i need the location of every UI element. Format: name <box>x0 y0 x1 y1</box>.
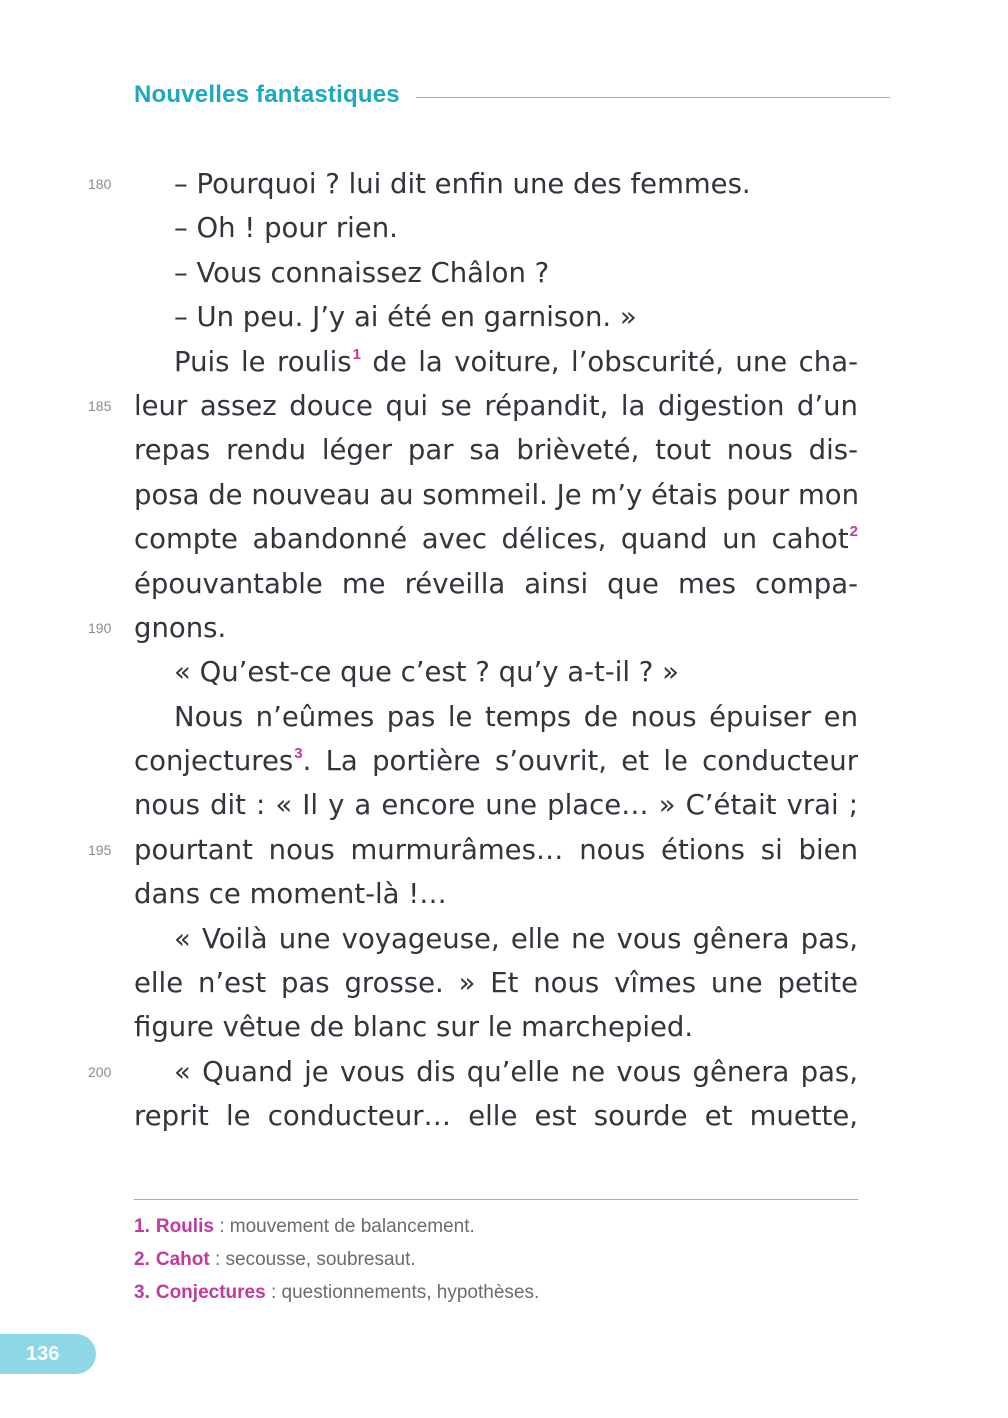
footnote-definition: : secousse, soubresaut. <box>209 1249 416 1270</box>
line-text <box>174 346 858 378</box>
text-line <box>134 251 858 295</box>
footnotes <box>134 1210 858 1309</box>
line-number: 195 <box>88 841 112 858</box>
line-text: elle n’est pas grosse. » Et nous vîmes une petite <box>134 967 858 1000</box>
text-line <box>134 1005 858 1049</box>
text-line <box>88 606 858 650</box>
line-number: 185 <box>88 397 112 414</box>
text-line <box>88 828 858 872</box>
footnote-number: 2. <box>134 1249 150 1270</box>
text-line <box>134 961 858 1005</box>
text-line <box>88 162 858 206</box>
text-line <box>134 473 858 517</box>
footnote-definition: : questionnements, hypothèses. <box>265 1282 540 1303</box>
text-line <box>134 739 858 783</box>
line-text: « Quand je vous dis qu’elle ne vous gênera pas, <box>174 1055 858 1088</box>
line-number: 200 <box>88 1063 112 1080</box>
footnote <box>134 1276 858 1309</box>
line-text: – Oh ! pour rien. <box>174 212 398 245</box>
line-text: « Voilà une voyageuse, elle ne vous gênera pas, <box>174 922 858 955</box>
line-text: leur assez douce qui se répandit, la digestion d’un <box>134 389 858 422</box>
line-text: épouvantable me réveilla ainsi que mes compa- <box>134 567 858 600</box>
text-line <box>134 783 858 827</box>
footnote-definition: : mouvement de balancement. <box>213 1216 475 1237</box>
footnote-term: Roulis <box>155 1216 214 1237</box>
line-text-part: compte abandonné avec délices, quand un cahot <box>134 523 849 556</box>
text-line <box>134 650 858 694</box>
footnote <box>134 1243 858 1276</box>
text-line <box>88 384 858 428</box>
line-text: repas rendu léger par sa brièveté, tout nous dis- <box>134 434 858 467</box>
line-text: pourtant nous murmurâmes… nous étions si bien <box>134 833 858 866</box>
line-text: « Qu’est-ce que c’est ? qu’y a-t-il ? » <box>174 656 679 689</box>
text-line <box>134 295 858 339</box>
text-line <box>134 562 858 606</box>
line-text: posa de nouveau au sommeil. Je m’y étais pour mon <box>134 478 860 511</box>
text-line <box>88 1050 858 1094</box>
footnote-number: 3. <box>134 1282 150 1303</box>
line-text: – Un peu. J’y ai été en garnison. » <box>174 301 637 334</box>
running-header-title: Nouvelles fantastiques <box>134 81 400 108</box>
body-text <box>88 162 860 1139</box>
page-number: 136 <box>26 1343 60 1365</box>
text-line <box>134 517 858 561</box>
line-text-part: conjectures <box>134 745 294 778</box>
line-text-part: Puis le roulis <box>174 345 352 378</box>
line-text: reprit le conducteur… elle est sourde et muette, <box>134 1100 858 1133</box>
line-text-part: de la voiture, l’obscurité, une cha- <box>360 345 858 378</box>
line-text: figure vêtue de blanc sur le marchepied. <box>134 1011 694 1044</box>
line-text-part: . La portière s’ouvrit, et le conducteur <box>302 745 858 778</box>
line-text: nous dit : « Il y a encore une place… » C’était vrai ; <box>134 789 858 822</box>
footnote-ref: 1 <box>352 345 361 363</box>
footnote-term: Cahot <box>155 1249 210 1270</box>
footnote-ref: 3 <box>294 745 303 763</box>
footnote <box>134 1210 858 1243</box>
page-number-tab <box>0 1334 96 1374</box>
text-line <box>134 428 858 472</box>
text-line <box>134 917 858 961</box>
running-header <box>134 78 890 112</box>
footnote-ref: 2 <box>849 523 858 541</box>
line-text <box>134 523 858 555</box>
text-line <box>134 340 858 384</box>
header-rule <box>416 97 890 98</box>
footnote-term: Conjectures <box>155 1282 266 1303</box>
text-line <box>134 1094 858 1138</box>
line-text: – Vous connaissez Châlon ? <box>174 256 550 289</box>
line-number: 190 <box>88 619 112 636</box>
line-text: – Pourquoi ? lui dit enfin une des femmes. <box>174 168 751 200</box>
line-text <box>134 745 858 777</box>
text-line <box>134 206 858 250</box>
line-text: Nous n’eûmes pas le temps de nous épuiser en <box>174 700 858 733</box>
footnote-divider <box>134 1199 858 1200</box>
text-line <box>134 695 858 739</box>
line-text: gnons. <box>134 611 227 644</box>
line-number: 180 <box>88 176 112 192</box>
text-line <box>134 872 858 916</box>
line-text: dans ce moment-là !… <box>134 878 447 911</box>
footnote-number: 1. <box>134 1216 150 1237</box>
